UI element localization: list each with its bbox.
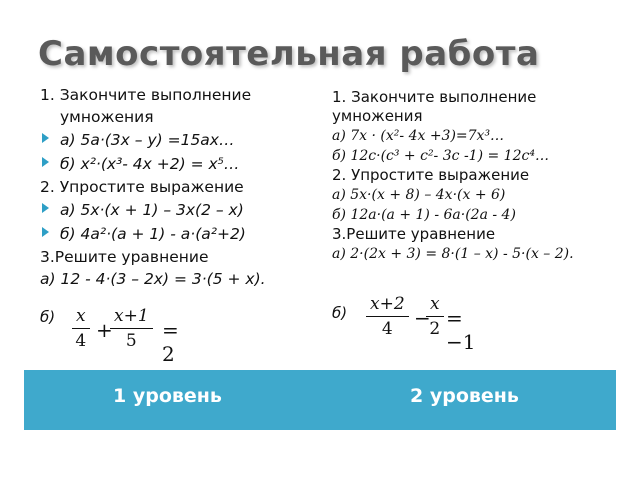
task1-item-b: б) х²·(х³- 4х +2) = х⁵…: [40, 152, 330, 176]
bullet-icon: [42, 227, 49, 237]
task1-item-b: б) 12с·(с³ + с²- 3с -1) = 12с⁴…: [332, 148, 549, 164]
task2-item-b: б) 4а²·(а + 1) - а·(а²+2): [40, 222, 330, 246]
fraction: $\frac{x+2}{4}$: [366, 294, 409, 339]
task3-b-label: б): [40, 308, 56, 326]
page-title: Самостоятельная работа: [38, 34, 540, 74]
task3-title: 3.Решите уравнение: [40, 248, 209, 266]
task1-title-cont: умножения: [60, 108, 154, 126]
task2-item-a: а) 5х·(х + 1) – 3х(2 – х): [40, 198, 330, 222]
level-2-label: 2 уровень: [410, 385, 519, 407]
equation-rhs: = 2: [162, 318, 179, 366]
task1-title: 1. Закончите выполнение: [40, 86, 252, 104]
task2-title: 2. Упростите выражение: [40, 178, 244, 196]
level-1-column: [40, 84, 330, 290]
task1-title-cont: умножения: [332, 107, 423, 125]
level-1-label: 1 уровень: [113, 385, 222, 407]
bullet-icon: [42, 133, 49, 143]
task1-title: 1. Закончите выполнение: [332, 88, 537, 106]
task3-title: 3.Решите уравнение: [332, 225, 496, 243]
fraction: $\frac{x+1}{5}$: [110, 306, 153, 351]
fraction: $\frac{x}{4}$: [72, 306, 90, 351]
task3-item-a: а) 12 - 4·(3 – 2х) = 3·(5 + х).: [40, 270, 266, 288]
level-2-column: [332, 88, 632, 264]
operator: −: [414, 306, 431, 330]
bullet-icon: [42, 157, 49, 167]
task3-b-label: б): [332, 304, 348, 322]
equation-rhs: = −1: [446, 306, 476, 354]
fraction: $\frac{x}{2}$: [426, 294, 444, 339]
task2-item-b: б) 12а·(а + 1) - 6а·(2а - 4): [332, 207, 516, 223]
task1-item-a: а) 7х · (х²- 4х +3)=7х³…: [332, 128, 505, 144]
task1-item-a: а) 5а·(3х – у) =15ах…: [40, 128, 330, 152]
task2-title: 2. Упростите выражение: [332, 166, 530, 184]
bullet-icon: [42, 203, 49, 213]
task3-item-a: а) 2·(2х + 3) = 8·(1 – х) - 5·(х – 2).: [332, 246, 574, 262]
operator: +: [96, 318, 113, 342]
task2-item-a: а) 5х·(х + 8) – 4х·(х + 6): [332, 187, 506, 203]
